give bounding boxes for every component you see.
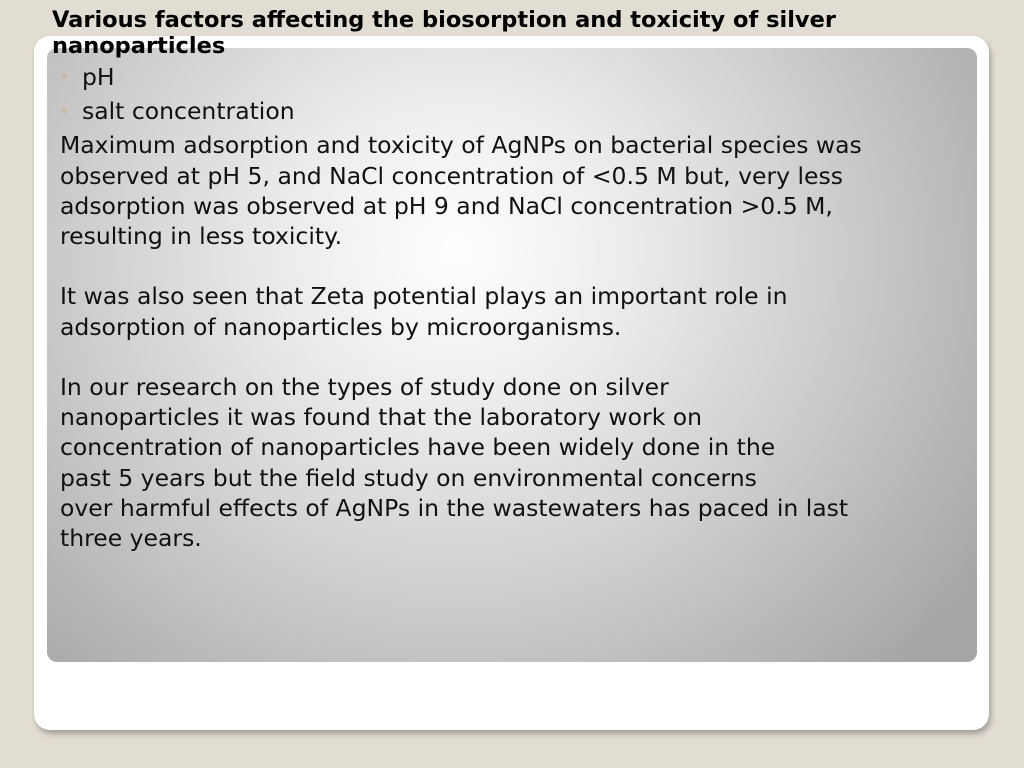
- body-text-line: adsorption of nanoparticles by microorganisms.: [60, 312, 622, 341]
- slide-content: [60, 62, 995, 553]
- blank-line: [60, 251, 995, 281]
- bullet-circle-icon: ◦: [60, 70, 69, 86]
- body-text-line: past 5 years but the field study on environmental concerns: [60, 463, 757, 492]
- blank-line: [60, 342, 995, 372]
- body-text-line: resulting in less toxicity.: [60, 222, 343, 251]
- slide-title: Various factors affecting the biosorption and toxicity of silver nanoparticles: [52, 7, 836, 59]
- body-text-line: three years.: [60, 524, 202, 553]
- body-text-line: adsorption was observed at pH 9 and NaCl concentration >0.5 M,: [60, 191, 833, 220]
- body-text-line: In our research on the types of study done on silver: [60, 373, 669, 401]
- body-text-line: over harmful effects of AgNPs in the wastewaters has paced in last: [60, 493, 849, 522]
- bullet-item-ph: [60, 62, 995, 96]
- bullet-text: pH: [82, 63, 115, 91]
- body-text-line: Maximum adsorption and toxicity of AgNPs on bacterial species was: [60, 131, 862, 160]
- bullet-circle-icon: ◦: [60, 104, 69, 121]
- bullet-item-salt-concentration: [60, 96, 995, 130]
- body-text-line: observed at pH 5, and NaCl concentration of <0.5 M but, very less: [60, 161, 843, 190]
- body-text-line: It was also seen that Zeta potential plays an important role in: [60, 282, 788, 311]
- body-text-line: nanoparticles it was found that the laboratory work on: [60, 403, 703, 432]
- body-text-line: concentration of nanoparticles have been widely done in the: [60, 433, 776, 462]
- bullet-text: salt concentration: [82, 97, 295, 126]
